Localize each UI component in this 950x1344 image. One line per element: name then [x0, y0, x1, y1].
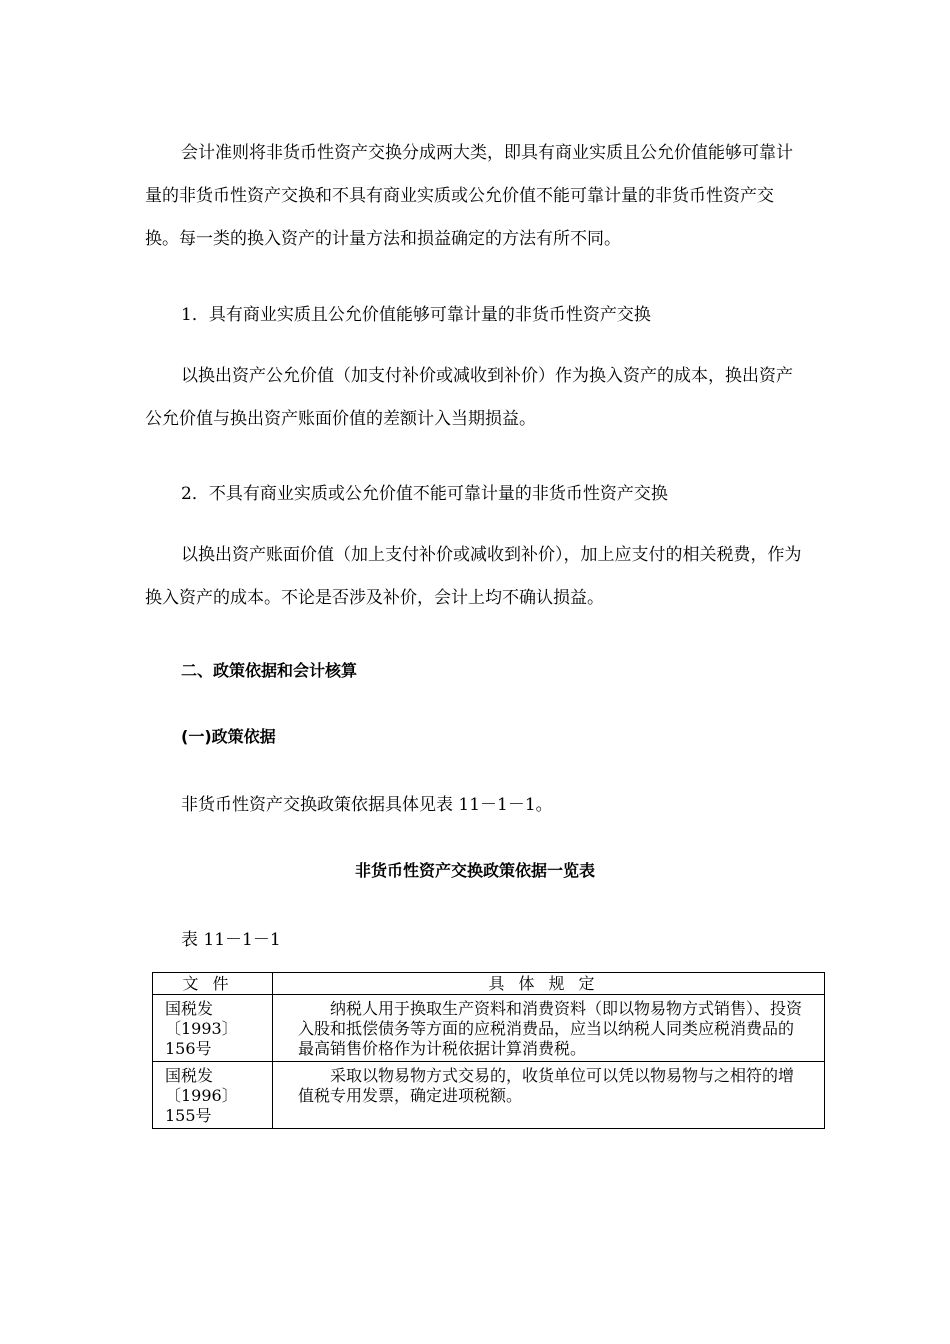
section-title: 二、政策依据和会计核算 [181, 661, 358, 680]
row-document: 国税发〔1993〕156号 [153, 995, 273, 1062]
row-rule: 纳税人用于换取生产资料和消费资料（即以物易物方式销售）、投资入股和抵偿债务等方面的应税消费品，应当以纳税人同类应税消费品的最高销售价格作为计税依据计算消费税。 [273, 995, 825, 1062]
table-reference-paragraph: 非货币性资产交换政策依据具体见表 11－1－1。 [181, 795, 553, 815]
table-number: 表 11－1－1 [181, 930, 281, 950]
row-rule: 采取以物易物方式交易的，收货单位可以凭以物易物与之相符的增值税专用发票，确定进项税额。 [273, 1062, 825, 1129]
item-2-paragraph: 以换出资产账面价值（加上支付补价或减收到补价），加上应支付的相关税费，作为换入资产的成本。不论是否涉及补价，会计上均不确认损益。 [145, 545, 802, 608]
table-header-row [153, 973, 825, 995]
table-row [153, 1062, 825, 1129]
item-2-heading: 2．不具有商业实质或公允价值不能可靠计量的非货币性资产交换 [181, 484, 668, 504]
header-rule: 具体规定 [273, 973, 825, 995]
intro-paragraph: 会计准则将非货币性资产交换分成两大类，即具有商业实质且公允价值能够可靠计量的非货币性资产交换和不具有商业实质或公允价值不能可靠计量的非货币性资产交换。每一类的换入资产的计量方法和损益确定的方法有所不同。 [145, 143, 793, 249]
row-document: 国税发〔1996〕155号 [153, 1062, 273, 1129]
table-row [153, 995, 825, 1062]
item-1-heading: 1．具有商业实质且公允价值能够可靠计量的非货币性资产交换 [181, 305, 651, 325]
subsection-title: (一)政策依据 [181, 727, 276, 746]
table-title: 非货币性资产交换政策依据一览表 [354, 861, 595, 880]
item-1-paragraph: 以换出资产公允价值（加支付补价或减收到补价）作为换入资产的成本，换出资产公允价值与换出资产账面价值的差额计入当期损益。 [145, 366, 793, 429]
header-document: 文件 [153, 973, 273, 995]
policy-table [152, 972, 825, 1129]
